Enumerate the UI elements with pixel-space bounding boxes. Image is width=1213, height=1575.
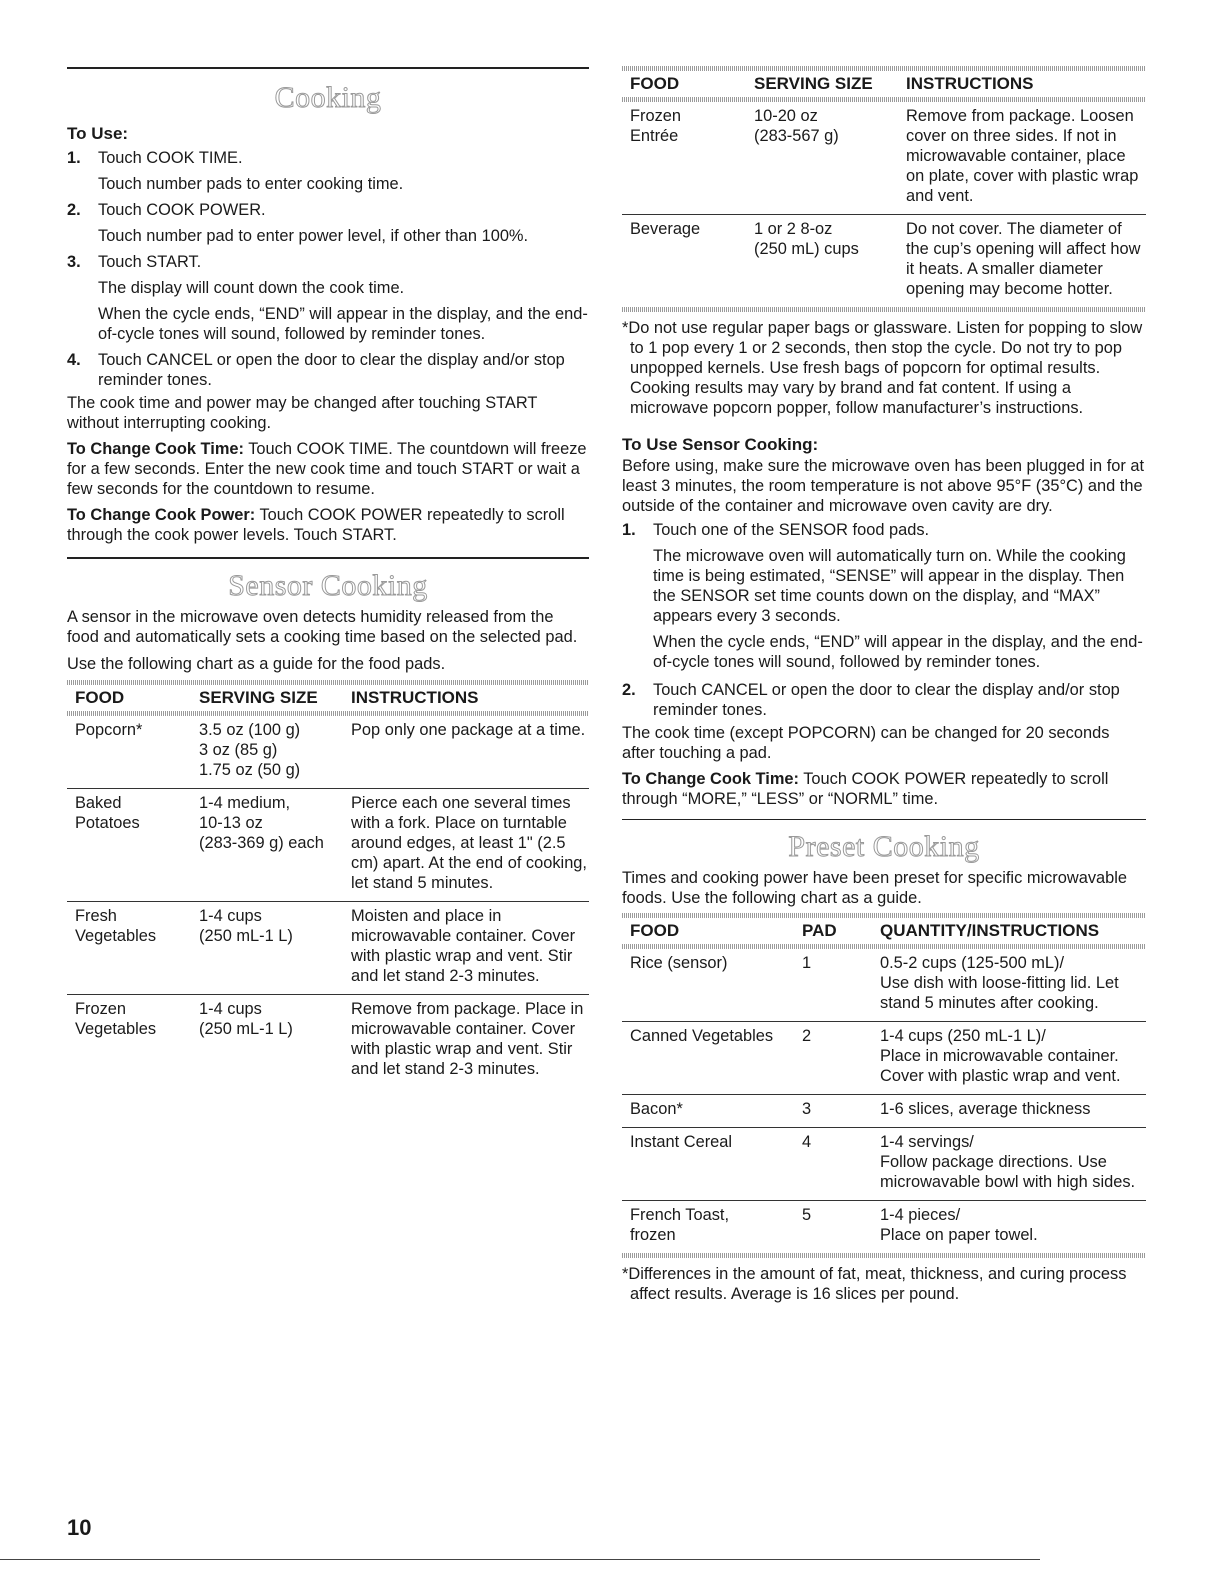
- table-cell: French Toast, frozen: [630, 1206, 729, 1244]
- table-cell: Fresh Vegetables: [67, 902, 191, 995]
- sensor-note: The cook time (except POPCORN) can be changed for 20 seconds after touching a pad.: [622, 724, 1110, 762]
- table-cell: Beverage: [630, 220, 701, 238]
- table-cell: 1-6 slices, average thickness: [872, 1095, 1146, 1128]
- table-cell: Bacon*: [622, 1095, 794, 1128]
- table-cell: 4: [794, 1128, 872, 1201]
- left-column: [67, 0, 589, 1087]
- preset-table-body: [622, 949, 1146, 1253]
- bottom-rule: [0, 1559, 1040, 1560]
- header-food: FOOD: [630, 921, 680, 940]
- table-cell: 1-4 medium, 10-13 oz (283-369 g) each: [191, 789, 343, 902]
- table-cell: 3.5 oz (100 g) 3 oz (85 g) 1.75 oz (50 g): [191, 716, 343, 789]
- header-food: FOOD: [630, 74, 680, 93]
- table-cell: Do not cover. The diameter of the cup’s opening will affect how it heats. A smaller diameter opening may become hotter.: [906, 220, 1141, 298]
- table-shade: [622, 307, 1146, 312]
- cooking-step: 3. Touch START. The display will count down the cook time. When the cycle ends, “END” will appear in the display, and the end-of-cycle tones will sound, followed by reminder tones.: [67, 253, 588, 343]
- sensor-before-using: Before using, make sure the microwave oven has been plugged in for at least 3 minutes, the room temperature is not above 95°F (35°C) and the outside of the container and microwave oven cavity are dry.: [622, 457, 1145, 515]
- table-cell: 3: [794, 1095, 872, 1128]
- table-cell: Moisten and place in microwavable container. Cover with plastic wrap and vent. Stir and let stand 2-3 minutes.: [343, 902, 589, 995]
- page-number: 10: [67, 1515, 92, 1540]
- table-row: [67, 716, 589, 789]
- table-row: [622, 1022, 1146, 1095]
- sensor-change-cook-time: To Change Cook Time: Touch COOK POWER repeatedly to scroll through “MORE,” “LESS” or “NORML” time.: [622, 770, 1109, 808]
- table-cell: 5: [802, 1206, 812, 1224]
- table-row: [622, 1128, 1146, 1201]
- preset-title: Preset Cooking: [788, 830, 980, 863]
- right-column: [622, 0, 1146, 1304]
- cooking-title: Cooking: [274, 81, 382, 114]
- cooking-top-rule: [67, 67, 589, 69]
- table-cell: Baked Potatoes: [67, 789, 191, 902]
- popcorn-footnote: *Do not use regular paper bags or glassware. Listen for popping to slow to 1 pop every 1 or 2 seconds, then stop the cycle. Do not try to pop unpopped kernels. Use fresh bags of popcorn for optimal results. Cooking results may vary by brand and fat content. If using a microwave popcorn popper, follow manufacturer’s instructions.: [622, 319, 1143, 417]
- table-cell: Popcorn*: [67, 716, 191, 789]
- cooking-step: 1. Touch COOK TIME. Touch number pads to enter cooking time.: [67, 149, 404, 193]
- header-instructions: INSTRUCTIONS: [351, 688, 479, 707]
- table-cell: Instant Cereal: [622, 1128, 794, 1201]
- sensor-steps: [622, 520, 1146, 720]
- sensor-chart-intro: Use the following chart as a guide for the food pads.: [67, 655, 446, 673]
- sensor-step: 2. Touch CANCEL or open the door to clear the display and/or stop reminder tones.: [622, 681, 1120, 719]
- table-row: [622, 102, 1146, 215]
- cooking-step: 4. Touch CANCEL or open the door to clear the display and/or stop reminder tones.: [67, 351, 565, 389]
- preset-intro: Times and cooking power have been preset for specific microwavable foods. Use the following chart as a guide.: [622, 869, 1128, 907]
- sensor-table-continued-body: [622, 102, 1146, 307]
- cooking-note: The cook time and power may be changed after touching START without interrupting cooking.: [67, 394, 538, 432]
- table-cell: 10-20 oz (283-567 g): [746, 102, 898, 215]
- sensor-intro: A sensor in the microwave oven detects humidity released from the food and automatically sets a cooking time based on the selected pad.: [67, 608, 578, 646]
- to-use-heading: To Use:: [67, 124, 129, 143]
- table-cell: Frozen Entrée: [622, 102, 746, 215]
- table-cell: 1-4 pieces/ Place on paper towel.: [880, 1206, 1038, 1244]
- header-instructions: INSTRUCTIONS: [906, 74, 1034, 93]
- table-shade: [622, 1253, 1146, 1258]
- table-header-row: [622, 71, 1146, 97]
- sensor-table-continued: [622, 71, 1146, 97]
- table-cell: Pop only one package at a time.: [343, 716, 589, 789]
- table-row: [622, 1095, 1146, 1128]
- table-row: [67, 995, 589, 1088]
- table-cell: 1-4 cups (250 mL-1 L): [191, 902, 343, 995]
- change-cook-power: To Change Cook Power: Touch COOK POWER repeatedly to scroll through the cook power levels. Touch START.: [67, 506, 565, 544]
- cooking-steps: [67, 148, 589, 390]
- table-cell: Remove from package. Loosen cover on three sides. If not in microwavable container, place on plate, cover with plastic wrap and vent.: [898, 102, 1146, 215]
- sensor-to-use-heading: To Use Sensor Cooking:: [622, 435, 819, 454]
- table-cell: 2: [794, 1022, 872, 1095]
- table-cell: Pierce each one several times with a fork. Place on turntable around edges, at least 1" (2.5 cm) apart. At the end of cooking, let stand 5 minutes.: [343, 789, 589, 902]
- table-cell: 0.5-2 cups (125-500 mL)/ Use dish with loose-fitting lid. Let stand 5 minutes after cooking.: [872, 949, 1146, 1022]
- header-serving: SERVING SIZE: [199, 688, 318, 707]
- table-cell: Rice (sensor): [622, 949, 794, 1022]
- cooking-step: 2. Touch COOK POWER. Touch number pad to enter power level, if other than 100%.: [67, 201, 529, 245]
- table-cell: 1-4 cups (250 mL-1 L)/ Place in microwavable container. Cover with plastic wrap and vent.: [872, 1022, 1146, 1095]
- sensor-title: Sensor Cooking: [228, 569, 428, 602]
- header-serving: SERVING SIZE: [754, 74, 873, 93]
- table-cell: 1-4 servings/ Follow package directions. Use microwavable bowl with high sides.: [872, 1128, 1146, 1201]
- table-row: [67, 902, 589, 995]
- table-header-row: [622, 918, 1146, 944]
- sensor-table: [67, 685, 589, 711]
- header-food: FOOD: [75, 688, 125, 707]
- table-cell: 1: [794, 949, 872, 1022]
- table-cell: Canned Vegetables: [622, 1022, 794, 1095]
- table-row: [622, 949, 1146, 1022]
- sensor-table-body: [67, 716, 589, 1087]
- preset-top-rule: [622, 819, 1146, 820]
- table-row: [67, 789, 589, 902]
- table-cell: 1-4 cups (250 mL-1 L): [199, 1000, 293, 1038]
- header-quantity: QUANTITY/INSTRUCTIONS: [880, 921, 1100, 940]
- table-cell: Remove from package. Place in microwavable container. Cover with plastic wrap and vent. Stir and let stand 2-3 minutes.: [351, 1000, 584, 1078]
- table-cell: Frozen Vegetables: [75, 1000, 157, 1038]
- preset-table: [622, 918, 1146, 944]
- sensor-step: 1. Touch one of the SENSOR food pads. The microwave oven will automatically turn on. While the cooking time is being estimated, “SENSE” will appear in the display. Then the SENSOR set time counts down on the display, and “MAX” appears every 3 seconds. When the cycle ends, “END” will appear in the display, and the end-of-cycle tones will sound, followed by reminder tones.: [622, 521, 1143, 671]
- table-header-row: [67, 685, 589, 711]
- change-cook-time: To Change Cook Time: Touch COOK TIME. The countdown will freeze for a few seconds. Enter the new cook time and touch START or wait a few seconds for the countdown to resume.: [67, 440, 587, 498]
- table-row: [622, 215, 1146, 308]
- table-row: [622, 1201, 1146, 1254]
- header-pad: PAD: [802, 921, 837, 940]
- bacon-footnote: *Differences in the amount of fat, meat, thickness, and curing process affect results. Average is 16 slices per pound.: [622, 1265, 1127, 1303]
- table-cell: 1 or 2 8-oz (250 mL) cups: [754, 220, 859, 258]
- sensor-top-rule: [67, 557, 589, 559]
